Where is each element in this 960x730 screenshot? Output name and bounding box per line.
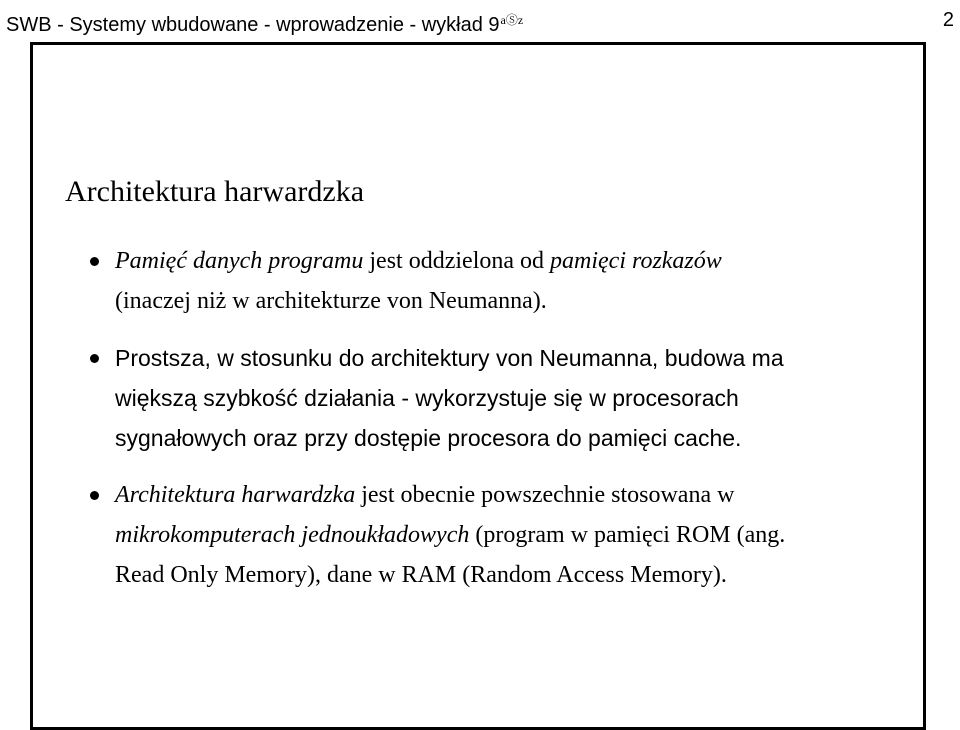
page-number: 2 xyxy=(942,9,954,31)
slide-title: Architektura harwardzka xyxy=(65,175,365,208)
header-title-text: SWB - Systemy wbudowane - wprowadzenie - wykład 9 xyxy=(6,14,500,36)
bullet-2-line-2: większą szybkość działania - wykorzystuje się w procesorach xyxy=(115,385,739,411)
bullet-3-line-1 xyxy=(115,475,910,515)
bullet-item-3 xyxy=(90,475,910,595)
bullet-3-line-3: Read Only Memory), dane w RAM (Random Access Memory). xyxy=(115,562,727,588)
emphasis-text: mikrokomputerach jednoukładowych xyxy=(115,522,470,548)
bullet-list xyxy=(90,241,910,595)
bullet-dot-icon xyxy=(90,354,99,363)
emphasis-text: pamięci rozkazów xyxy=(550,248,722,274)
bullet-3-line-2 xyxy=(115,515,910,555)
body-text: jest obecnie powszechnie stosowana w xyxy=(355,482,735,508)
bullet-1-line-1 xyxy=(115,241,910,281)
bullet-2-line-3: sygnałowych oraz przy dostępie procesora do pamięci cache. xyxy=(115,425,742,451)
body-text: jest oddzielona od xyxy=(363,248,551,274)
emphasis-text: Pamięć danych programu xyxy=(115,248,364,274)
bullet-dot-icon xyxy=(90,491,99,500)
bullet-item-1 xyxy=(90,241,910,321)
header-superscript: aⓈz xyxy=(500,13,524,27)
bullet-2-line-1: Prostsza, w stosunku do architektury von Neumanna, budowa ma xyxy=(115,345,784,371)
page-header xyxy=(6,6,954,34)
bullet-item-2 xyxy=(90,338,910,458)
bullet-dot-icon xyxy=(90,257,99,266)
emphasis-text: Architektura harwardzka xyxy=(115,482,356,508)
header-title xyxy=(6,6,523,39)
bullet-1-line-2: (inaczej niż w architekturze von Neumanna). xyxy=(115,288,547,314)
body-text: (program w pamięci ROM (ang. xyxy=(469,522,786,548)
